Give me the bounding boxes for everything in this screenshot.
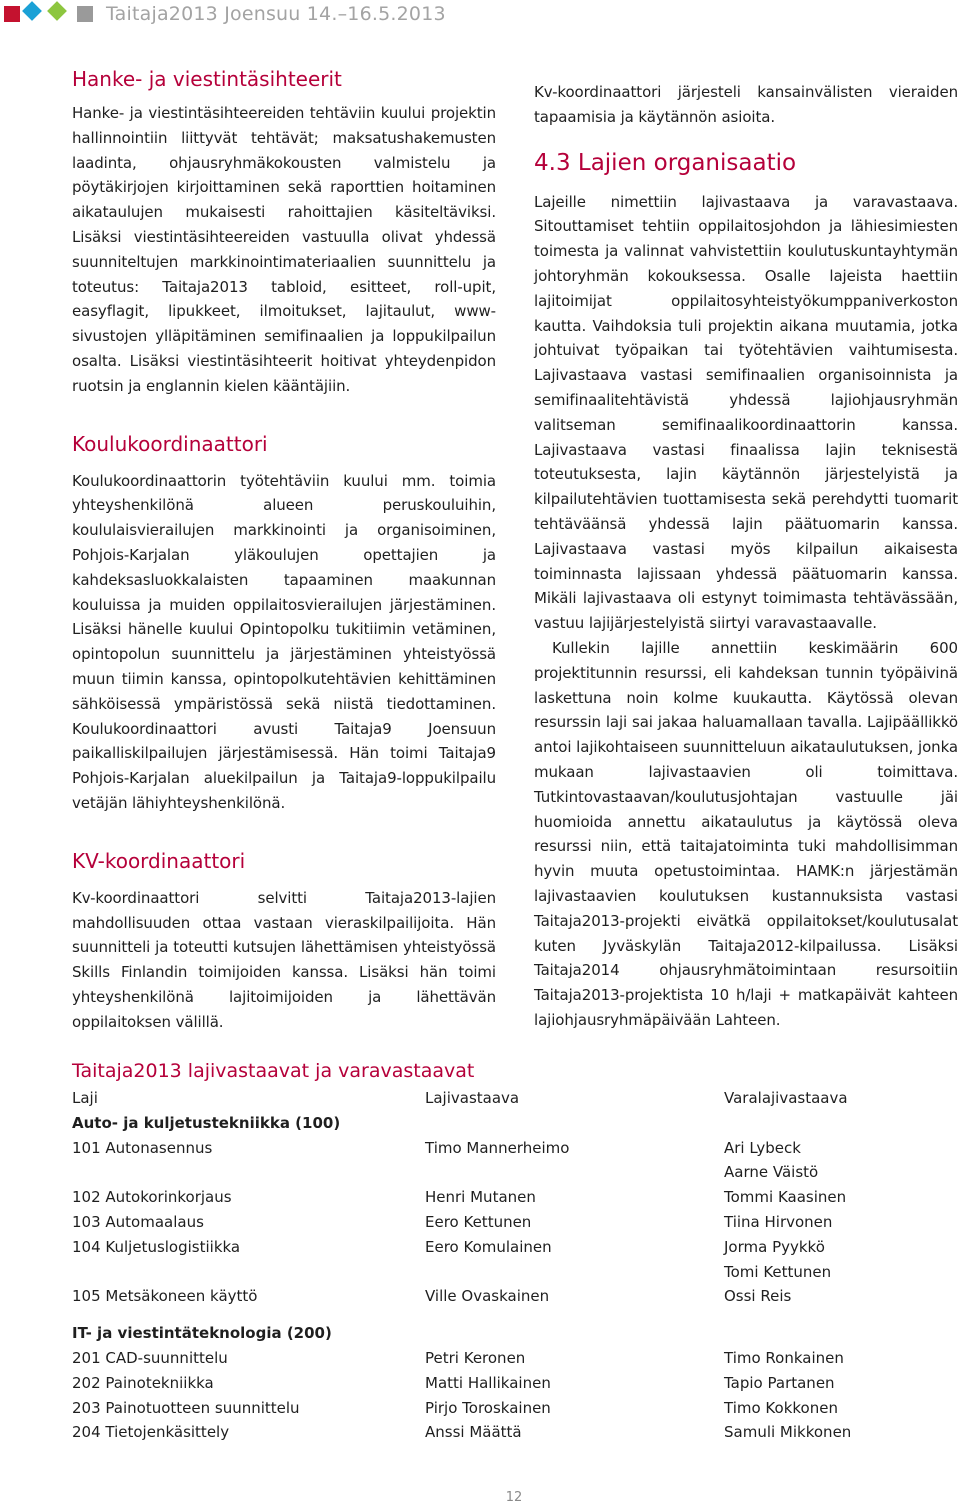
cell-laji: 201 CAD-suunnittelu — [72, 1348, 228, 1367]
cell-varalajivastaava: Ari Lybeck — [724, 1138, 801, 1157]
cell-laji: 103 Automaalaus — [72, 1212, 204, 1231]
cell-lajivastaava: Petri Keronen — [425, 1348, 526, 1367]
column-header-lajivastaava: Lajivastaava — [425, 1089, 520, 1107]
page-number: 12 — [505, 1490, 523, 1505]
table-row — [72, 1284, 932, 1309]
cell-laji: 104 Kuljetuslogistiikka — [72, 1237, 241, 1256]
cell-lajivastaava: Eero Kettunen — [425, 1212, 532, 1231]
cell-lajivastaava: Anssi Määttä — [425, 1423, 522, 1442]
cell-laji: 102 Autokorinkorjaus — [72, 1188, 232, 1207]
cell-varalajivastaava: Tommi Kaasinen — [724, 1188, 847, 1207]
table-row — [72, 1185, 932, 1210]
section-title-lajien-organisaatio: 4.3 Lajien organisaatio — [534, 149, 797, 176]
table-row — [72, 1136, 932, 1161]
category-row — [72, 1321, 932, 1346]
header-title: Taitaja2013 Joensuu 14.–16.5.2013 — [106, 3, 446, 25]
red-square-icon — [4, 6, 20, 22]
cell-varalajivastaava: Timo Kokkonen — [724, 1398, 838, 1417]
section-title-kv-koordinaattori: KV-koordinaattori — [72, 848, 246, 873]
green-diamond-icon — [47, 1, 67, 21]
cell-laji: 101 Autonasennus — [72, 1138, 213, 1157]
category-label: Auto- ja kuljetustekniikka (100) — [72, 1113, 341, 1132]
spacer — [72, 1309, 932, 1321]
table-row — [72, 1371, 932, 1396]
table-row — [72, 1235, 932, 1260]
gray-square-icon — [77, 6, 93, 22]
section-title-hanke: Hanke- ja viestintäsihteerit — [72, 67, 342, 91]
cell-lajivastaava: Pirjo Toroskainen — [425, 1398, 551, 1417]
cell-lajivastaava: Eero Komulainen — [425, 1237, 552, 1256]
table-header-row — [72, 1086, 932, 1111]
paragraph-lajien-organisaatio-2: Kullekin lajille annettiin keskimäärin 600 projektitunnin resurssi, eli kahdeksan tunnin työpäivinä laskettuna noin kolme kuukautta. Käytössä olevan resurssin laji sai jakaa haluamallaan tavalla. Lajipäällikkö antoi lajikohtaiseen suunnitteluun aikataulutuksen, jonka mukaan lajivastaavien oli toimittava. Tutkintovastaavan/koulutusjohtajan vastuulle jäi huomioida annettu aikataulutus ja käytössä oleva resurssi niin, että taitajatoiminta tuki mahdollisimman hyvin muuta opetustoimintaa. HAMK:n järjestämän lajivastaavien koulutuksen kustannuksista vastasi Taitaja2013-projekti eivätkä oppilaitokset/koulutusalat kuten Jyväskylän Taitaja2012-kilpailussa. Lisäksi Taitaja2014 ohjausryhmätoimintaan resursoitiin Taitaja2013-projektista 10 h/laji + matkapäivät kahteen lajiohjausryhmäpäivään Lahteen. — [534, 638, 958, 1029]
column-header-laji: Laji — [72, 1089, 98, 1107]
table-row — [72, 1160, 932, 1185]
paragraph-kv-koordinaattori: Kv-koordinaattori selvitti Taitaja2013-lajien mahdollisuuden ottaa vastaan vieraskilpailijoita. Hän suunnitteli ja toteutti kutsujen lähettämisen yhteistyössä Skills Finlandin toimijoiden kanssa. Lisäksi hän toimi yhteyshenkilönä lajitoimijoiden ja lähettävän oppilaitoksen välillä. — [72, 888, 496, 1031]
category-label: IT- ja viestintäteknologia (200) — [72, 1324, 332, 1343]
cell-varalajivastaava: Tapio Partanen — [724, 1373, 835, 1392]
cell-laji: 204 Tietojenkäsittely — [72, 1423, 230, 1442]
paragraph-kv-continued: Kv-koordinaattori järjesteli kansainvälisten vieraiden tapaamisia ja käytännön asioita. — [534, 83, 958, 126]
cell-laji: 203 Painotuotteen suunnittelu — [72, 1398, 300, 1417]
cell-varalajivastaava: Ossi Reis — [724, 1287, 792, 1306]
category-row — [72, 1111, 932, 1136]
cell-lajivastaava: Ville Ovaskainen — [425, 1287, 550, 1306]
cell-varalajivastaava: Aarne Väistö — [724, 1163, 819, 1182]
cell-varalajivastaava: Tomi Kettunen — [724, 1262, 832, 1281]
right-column — [534, 80, 958, 1033]
cell-varalajivastaava: Tiina Hirvonen — [724, 1212, 833, 1231]
cell-laji: 202 Painotekniikka — [72, 1373, 214, 1392]
paragraph-koulukoordinaattori: Koulukoordinaattorin työtehtäviin kuului mm. toimia yhteyshenkilönä alueen peruskouluihin, koululaisvierailujen markkinointi ja organisoiminen, Pohjois-Karjalan yläkoulujen opettajien ja kahdeksasluokkalaisten tapaaminen maakunnan kouluissa ja muiden oppilaitosvierailujen järjestäminen. Lisäksi hänelle kuului Opintopolku tukitiimin vetäminen, opintopolun suunnittelu ja järjestäminen yhteistyössä muun tiimin kanssa, opintopolkutehtävien kehittäminen sähköisessä ympäristössä sekä niistä tiedottaminen. Koulukoordinaattori avusti Taitaja9 Joensuun paikalliskilpailujen järjestämisessä. Hän toimi Taitaja9 Pohjois-Karjalan aluekilpailun ja Taitaja9-loppukilpailu vetäjän lähiyhteyshenkilönä. — [72, 471, 496, 812]
cell-varalajivastaava: Samuli Mikkonen — [724, 1423, 852, 1442]
column-header-varalajivastaava: Varalajivastaava — [724, 1089, 848, 1107]
page-header — [0, 0, 960, 32]
cell-varalajivastaava: Jorma Pyykkö — [724, 1237, 825, 1256]
table-row — [72, 1210, 932, 1235]
blue-diamond-icon — [22, 1, 42, 21]
table-row — [72, 1260, 932, 1285]
table-row — [72, 1420, 932, 1445]
cell-lajivastaava: Matti Hallikainen — [425, 1373, 551, 1392]
table-title: Taitaja2013 lajivastaavat ja varavastaavat — [72, 1060, 475, 1082]
staff-table — [72, 1058, 932, 1445]
table-row — [72, 1396, 932, 1421]
cell-lajivastaava: Henri Mutanen — [425, 1188, 536, 1207]
cell-lajivastaava: Timo Mannerheimo — [425, 1138, 570, 1157]
cell-varalajivastaava: Timo Ronkainen — [724, 1348, 844, 1367]
cell-laji: 105 Metsäkoneen käyttö — [72, 1287, 258, 1306]
table-row — [72, 1346, 932, 1371]
left-column — [72, 66, 496, 1035]
section-title-koulukoordinaattori: Koulukoordinaattori — [72, 431, 268, 456]
paragraph-hanke: Hanke- ja viestintäsihteereiden tehtäviin kuului projektin hallinnointiin liittyvät tehtävät; maksatushakemusten laadinta, ohjausryhmäkokousten valmistelu ja pöytäkirjojen kirjoittaminen sekä raporttien hoitaminen aikataulujen mukaisesti rahoittajien käsiteltäviksi. Lisäksi viestintäsihteereiden vastuulla olivat yhdessä suunniteltujen markkinointimateriaalien suunnittelu ja toteutus: Taitaja2013 tabloid, esitteet, roll-upit, easyflagit, lipukkeet, ilmoitukset, lajitaulut, www-sivustojen ylläpitäminen semifinaalien ja loppukilpailun osalta. Lisäksi viestintäsihteerit hoitivat yhteydenpidon ruotsin ja englannin kielen kääntäjiin. — [72, 104, 496, 395]
paragraph-lajien-organisaatio-1: Lajeille nimettiin lajivastaava ja varavastaava. Sitouttamiset tehtiin oppilaitosjohdon ja lähiesimiesten toimesta ja valinnat vahvistettiin koulutuskuntayhtymän johtoryhmän kokouksessa. Osalle lajeista haettiin lajitoimijat oppilaitosyhteistyökumppaniverkoston kautta. Vaihdoksia tuli projektin aikana muutamia, jotka johtuivat työpaikan tai työtehtävien vaihtumisesta. Lajivastaava vastasi semifinaalien organisoinnista ja semifinaalitehtävistä yhdessä lajiohjausryhmän valitseman semifinaalikoordinaattorin kanssa. Lajivastaava vastasi finaalissa lajin teknisestä toteutuksesta, lajin käytännön järjestelyistä ja kilpailutehtävien tuottamisesta sekä perehdytti tuomarit tehtäväänsä yhdessä lajin päätuomarin kanssa. Lajivastaava vastasi myös kilpailun aikaisesta toiminnasta lajissaan yhdessä päätuomarin kanssa. Mikäli lajivastaava oli estynyt toimimasta tehtävässään, vastuu lajijärjestelyistä siirtyi varavastaavalle. — [534, 192, 958, 633]
